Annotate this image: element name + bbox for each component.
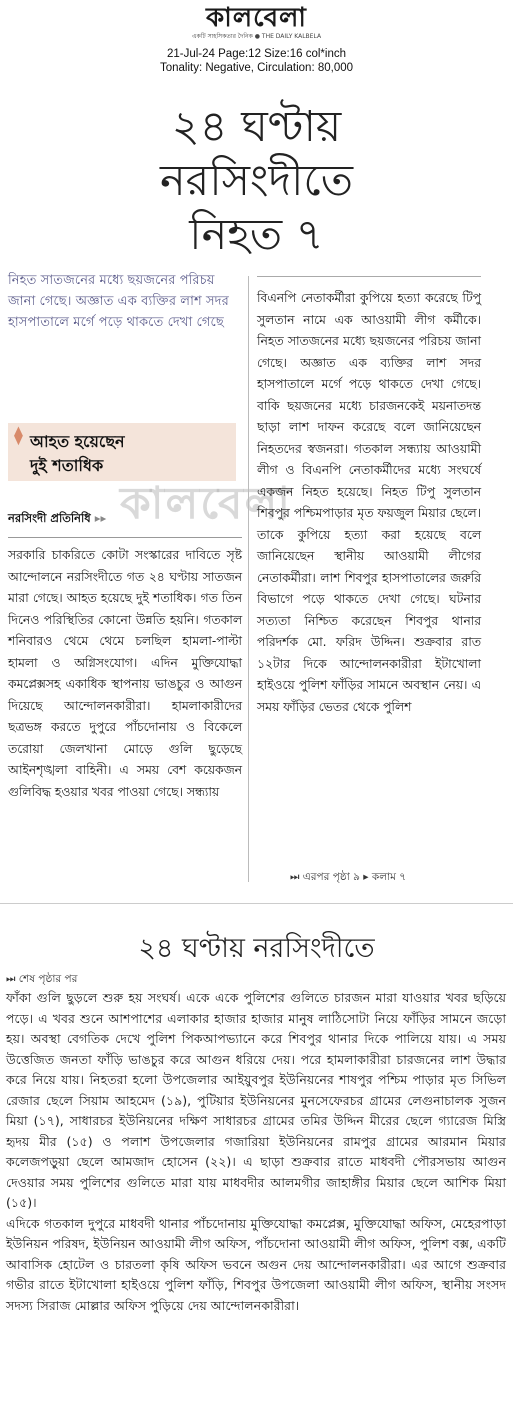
- section-divider: [0, 903, 513, 904]
- newspaper-tagline: একটি সাহসিকতার দৈনিক ● THE DAILY KALBELA: [191, 33, 322, 40]
- headline-line-3: নিহত ৭: [189, 210, 324, 260]
- newspaper-logo: কালবেলা: [206, 3, 307, 33]
- headline-line-1: ২৪ ঘণ্টায়: [171, 102, 342, 152]
- column-2-top-rule: [257, 276, 481, 277]
- article-column-2: বিএনপি নেতাকর্মীরা কুপিয়ে হত্যা করেছে টিপু সুলতান নামে এক আওয়ামী লীগ কর্মীকে। নিহত সাতজনের মধ্যে ছয়জনের পরিচয় জানা গেছে। অজ্ঞাত এক ব্যক্তির লাশ সদর হাসপাতালে মর্গে পড়ে থাকতে দেখা গেছে। বাকি ছয়জনের মধ্যে চারজনকেই ময়নাতদন্ত ছাড়া লাশ দাফন করেছে বলে জানিয়েছেন নিহতদের স্বজনরা। গতকাল সন্ধ্যায় আওয়ামী লীগ ও বিএনপি নেতাকর্মীদের মধ্যে সংঘর্ষে একজন নিহত হয়েছে। নিহত টিপু সুলতান শিবপুর পশ্চিমপাড়ার মৃত ফয়জুল মিয়ার ছেলে। তাকে কুপিয়ে হত্যা করা হয়েছে বলে জানিয়েছেন স্থানীয় আওয়ামী লীগের নেতাকর্মীরা। লাশ শিবপুর হাসপাতালের জরুরি বিভাগে পড়ে থাকতে দেখা গেছে। ঘটনার সত্যতা নিশ্চিত করেছেন শিবপুর থানার পরিদর্শক মো. ফরিদ উদ্দিন। শুক্রবার রাত ১২টার দিকে আন্দোলনকারীরা ইটাখোলা হাইওয়ে পুলিশ ফাঁড়ির সামনে অবস্থান নেয়। এ সময় ফাঁড়ির ভেতর থেকে পুলিশ: [257, 291, 481, 714]
- masthead: [0, 4, 513, 42]
- article-headline: [0, 100, 513, 262]
- watermark-logo: কালবেলা: [120, 478, 293, 529]
- headline-line-2: নরসিংদীতে: [160, 156, 353, 206]
- highlight-ornament-icon: ⧫: [14, 425, 23, 446]
- clipping-meta: [0, 47, 513, 75]
- continuation-headline: ২৪ ঘণ্টায় নরসিংদীতে: [138, 933, 375, 964]
- byline-text: নরসিংদী প্রতিনিধি: [8, 511, 91, 525]
- continuation-from-label: ⏭ শেষ পৃষ্ঠার পর: [6, 973, 78, 985]
- meta-line-date-page: 21-Jul-24 Page:12 Size:16 col*inch: [166, 48, 346, 60]
- highlight-line-1: আহত হয়েছেন: [30, 432, 125, 451]
- article-column-1: সরকারি চাকরিতে কোটা সংস্কারের দাবিতে সৃষ্ট আন্দোলনে নরসিংদীতে গত ২৪ ঘণ্টায় সাতজন মারা গেছে। আহত হয়েছে দুই শতাধিক। গত তিন দিনেও পরিস্থিতির কোনো উন্নতি হয়নি। গতকাল শনিবারও থেমে থেমে চলছিল হামলা-পাল্টা হামলা ও অগ্নিসংযোগ। এদিন মুক্তিযোদ্ধা কমপ্লেক্সসহ একাধিক স্থাপনায় ভাঙচুর ও আগুন দিয়েছে আন্দোলনকারীরা। হামলাকারীদের ছত্রভঙ্গ করতে দুপুরে পাঁচদোনায় ও বিকেলে তরোয়া জেলখানা মোড়ে গুলি ছুড়েছে আইনশৃঙ্খলা বাহিনী। এ সময় বেশ কয়েকজন গুলিবিদ্ধ হওয়ার খবর পাওয়া গেছে। সন্ধ্যায়: [8, 548, 242, 799]
- column-divider: [248, 276, 249, 882]
- byline-rule: [8, 537, 242, 538]
- meta-line-tonality: Tonality: Negative, Circulation: 80,000: [159, 62, 354, 74]
- byline: [8, 510, 106, 529]
- byline-arrow-icon: ▸▸: [94, 511, 107, 525]
- continuation-paragraph-1: ফাঁকা গুলি ছুড়লে শুরু হয় সংঘর্ষ। একে একে পুলিশের গুলিতে চারজন মারা যাওয়ার খবর ছড়িয়ে পড়ে। এ খবর শুনে আশপাশের এলাকার হাজার হাজার মানুষ লাঠিসোটা নিয়ে ফাঁড়ির সামনে জড়ো হয়। অবস্থা বেগতিক দেখে পুলিশ পিকআপভ্যানে করে শিবপুর থানার দিকে পালিয়ে যায়। এ সময় উত্তেজিত জনতা ফাঁড়ি ভাঙচুর করে আগুন ধরিয়ে দেয়। পরে হামলাকারীরা চারজনের লাশ উদ্ধার করে নিয়ে যায়। নিহতরা হলো উপজেলার আইয়ুবপুর ইউনিয়নের শাষপুর পশ্চিম পাড়ার মৃত সিভিল রেজার ছেলে সিয়াম আহমেদ (১৯), পুটিয়ার ইউনিয়নের মুনসেফেরচর গ্রামের লেগুনাচালক সুজন মিয়া (১৭), সাধারচর ইউনিয়নের দক্ষিণ সাধারচর গ্রামের তমির উদ্দিন মীরের ছেলে গ্যারেজ মিস্ত্রি হৃদয় মীর (১৫) ও পলাশ উপজেলার গজারিয়া ইউনিয়নের রামপুর গ্রামের আরমান মিয়ার কলেজপড়ুয়া ছেলে আমজাদ হোসেন (২২)। এ ছাড়া শুক্রবার রাতে মাধবদী পৌরসভায় আগুন দেওয়ার সময় পুলিশের গুলিতে মারা যায় মাধবদীর আলমগীর জাহাঙ্গীর মিয়ার ছেলে আশিক মিয়া (১৫)।: [6, 990, 506, 1210]
- continuation-paragraph-2: এদিকে গতকাল দুপুরে মাধবদী থানার পাঁচদোনায় মুক্তিযোদ্ধা কমপ্লেক্স, মুক্তিযোদ্ধা অফিস, মেহেরপাড়া ইউনিয়ন পরিষদ, ইউনিয়ন আওয়ামী লীগ অফিস, পাঁচদোনা আওয়ামী লীগ অফিস, পুলিশ বক্স, একটি আবাসিক হোটেল ও চারতলা কৃষি অফিস ভবনে অগুন দেয় আন্দোলনকারীরা। এর আগে শুক্রবার গভীর রাতে ইটাখোলা হাইওয়ে পুলিশ ফাঁড়ি, শিবপুর উপজেলা আওয়ামী লীগ অফিস, স্থানীয় সংসদ সদস্য সিরাজ মোল্লার অফিস পুড়িয়ে দেয় আন্দোলনকারীরা।: [6, 1215, 506, 1313]
- continued-note: ⏭ এরপর পৃষ্ঠা ৯ ▸ কলাম ৭: [290, 871, 407, 883]
- continuation-body: [6, 988, 506, 1316]
- article-deck: নিহত সাতজনের মধ্যে ছয়জনের পরিচয় জানা গেছে। অজ্ঞাত এক ব্যক্তির লাশ সদর হাসপাতালে মর্গে পড়ে থাকতে দেখা গেছে: [8, 273, 229, 330]
- highlight-line-2: দুই শতাধিক: [30, 456, 104, 475]
